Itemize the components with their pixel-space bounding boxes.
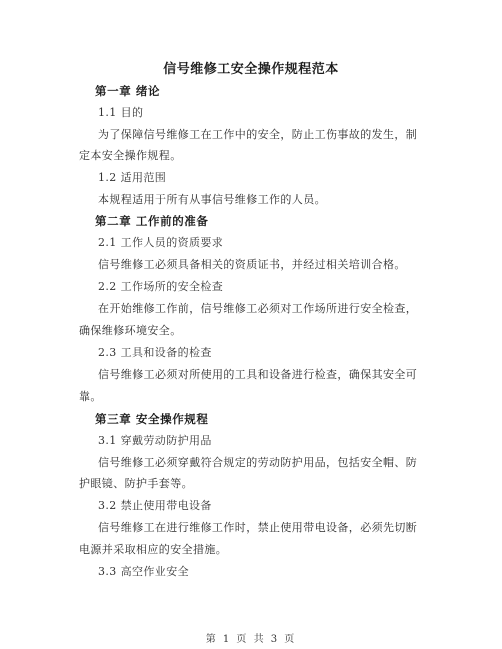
section-heading-2-1: 2.1 工作人员的资质要求 bbox=[98, 236, 224, 249]
section-heading-3-3: 3.3 高空作业安全 bbox=[98, 565, 189, 578]
paragraph-line: 信号维修工必须具备相关的资质证书，并经过相关培训合格。 bbox=[98, 258, 406, 271]
chapter-heading-1: 第一章 绪论 bbox=[95, 84, 161, 98]
paragraph-line: 在开始维修工作前，信号维修工必须对工作场所进行安全检查， bbox=[98, 302, 418, 315]
paragraph-line: 靠。 bbox=[79, 390, 102, 403]
section-heading-2-3: 2.3 工具和设备的检查 bbox=[98, 346, 212, 359]
section-heading-1-2: 1.2 适用范围 bbox=[98, 171, 167, 184]
paragraph-line: 本规程适用于所有从事信号维修工作的人员。 bbox=[98, 193, 326, 206]
paragraph-line: 定本安全操作规程。 bbox=[79, 149, 182, 162]
paragraph-line: 信号维修工必须穿戴符合规定的劳动防护用品，包括安全帽、防 bbox=[98, 456, 418, 469]
page-footer: 第 1 页 共 3 页 bbox=[205, 634, 297, 645]
paragraph-line: 信号维修工必须对所使用的工具和设备进行检查，确保其安全可 bbox=[98, 368, 418, 381]
paragraph-line: 信号维修工在进行维修工作时，禁止使用带电设备，必须先切断 bbox=[98, 521, 418, 534]
section-heading-1-1: 1.1 目的 bbox=[98, 106, 144, 119]
chapter-heading-3: 第三章 安全操作规程 bbox=[95, 412, 209, 426]
paragraph-line: 电源并采取相应的安全措施。 bbox=[79, 543, 228, 556]
chapter-heading-2: 第二章 工作前的准备 bbox=[95, 214, 209, 228]
section-heading-3-2: 3.2 禁止使用带电设备 bbox=[98, 499, 212, 512]
section-heading-3-1: 3.1 穿戴劳动防护用品 bbox=[98, 434, 212, 447]
paragraph-line: 确保维修环境安全。 bbox=[79, 324, 182, 337]
paragraph-line: 为了保障信号维修工在工作中的安全，防止工伤事故的发生，制 bbox=[98, 128, 418, 141]
section-heading-2-2: 2.2 工作场所的安全检查 bbox=[98, 280, 224, 293]
paragraph-line: 护眼镜、防护手套等。 bbox=[79, 477, 193, 490]
document-title: 信号维修工安全操作规程范本 bbox=[163, 62, 339, 77]
